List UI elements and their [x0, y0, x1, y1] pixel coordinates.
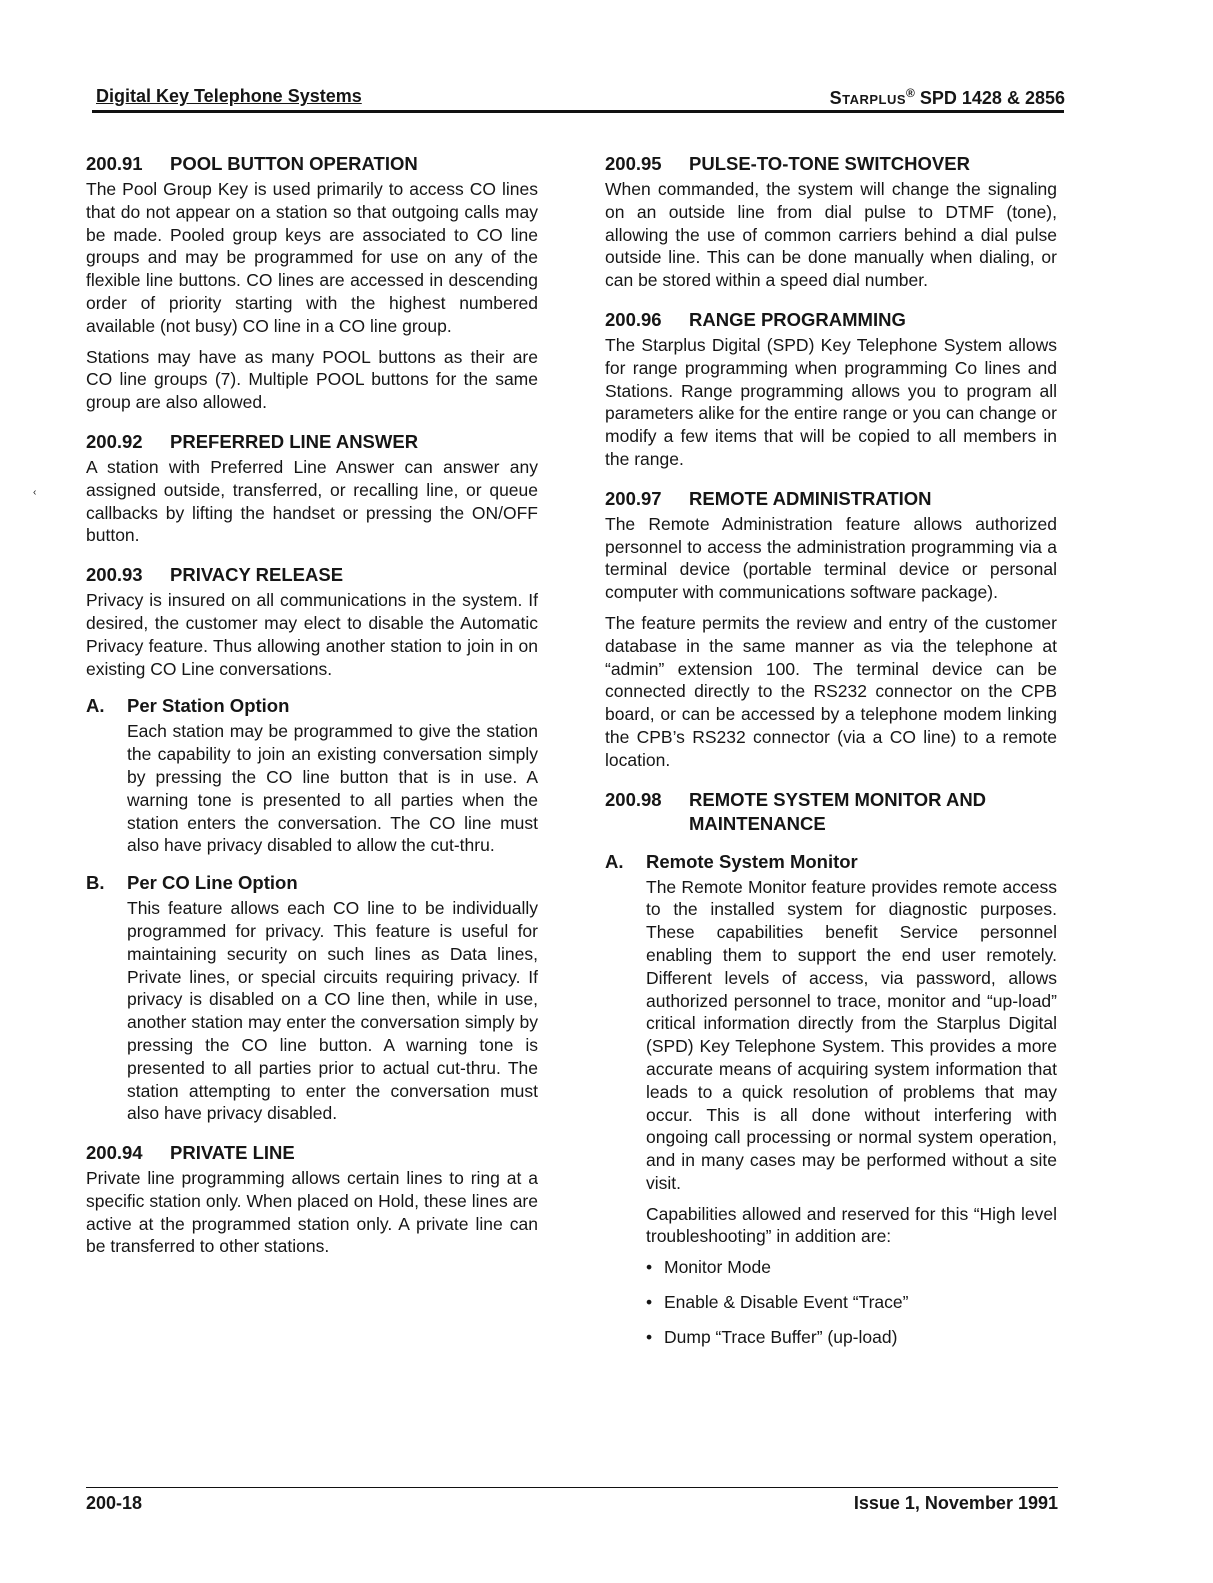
- subsection-letter: A.: [605, 850, 624, 872]
- section-number: 200.94: [86, 1142, 143, 1164]
- section-heading: [605, 487, 1057, 511]
- subsection-heading: [86, 871, 538, 895]
- subsection-title: Per CO Line Option: [127, 872, 298, 894]
- list-item: [646, 1291, 1057, 1314]
- paragraph: Each station may be programmed to give the station the capability to join an existing conversation simply by pressing the CO line button that is in use. A warning tone is presented to all parties when the station enters the conversation. The CO line must also have privacy disabled to allow the cut-thru.: [127, 721, 538, 856]
- section-title: REMOTE ADMINISTRATION: [689, 487, 932, 509]
- running-header-product: [830, 86, 1065, 109]
- right-column: [605, 152, 1057, 1365]
- bullet-icon: •: [646, 1257, 653, 1278]
- section-title: PRIVATE LINE: [170, 1142, 295, 1164]
- subsection-per-station-option: [86, 694, 538, 857]
- registered-mark: ®: [906, 86, 915, 100]
- section-number: 200.96: [605, 308, 662, 330]
- section-200-96: [605, 308, 1057, 471]
- section-number: 200.95: [605, 153, 662, 174]
- section-title: RANGE PROGRAMMING: [689, 308, 906, 330]
- subsection-letter: A.: [86, 695, 105, 717]
- list-item: [646, 1256, 1057, 1279]
- list-item-text: Enable & Disable Event “Trace”: [664, 1292, 909, 1313]
- section-heading: [605, 788, 1057, 836]
- subsection-title: Per Station Option: [127, 695, 290, 717]
- section-title: POOL BUTTON OPERATION: [170, 153, 418, 174]
- section-title: PULSE-TO-TONE SWITCHOVER: [689, 153, 970, 174]
- paragraph: Capabilities allowed and reserved for this “High level troubleshooting” in addition are:: [646, 1203, 1057, 1247]
- section-200-93: [86, 563, 538, 1125]
- section-number: 200.92: [86, 430, 143, 452]
- capabilities-list: [646, 1256, 1057, 1348]
- bullet-icon: •: [646, 1326, 653, 1347]
- list-item-text: Dump “Trace Buffer” (up-load): [664, 1326, 898, 1347]
- margin-mark: ‹: [33, 487, 37, 498]
- paragraph: The Remote Administration feature allows authorized personnel to access the administration programming via a terminal device (portable terminal device or personal computer with communications software package).: [605, 513, 1057, 603]
- subsection-heading: [605, 850, 1057, 874]
- list-item: [646, 1326, 1057, 1349]
- section-200-95: [605, 152, 1057, 292]
- section-number: 200.93: [86, 564, 143, 586]
- section-200-94: [86, 1141, 538, 1258]
- subsection-heading: [86, 694, 538, 718]
- header-rule: [92, 110, 1064, 113]
- section-200-97: [605, 487, 1057, 772]
- paragraph: The Pool Group Key is used primarily to access CO lines that do not appear on a station so that outgoing calls may be made. Pooled group keys are associated to CO line groups and may be programmed for use on any of the flexible line buttons. CO lines are accessed in descending order of priority starting with the highest numbered available (not busy) CO line in a CO line group.: [86, 179, 538, 336]
- subsection-title: Remote System Monitor: [646, 850, 858, 872]
- section-title: PREFERRED LINE ANSWER: [170, 430, 419, 452]
- running-header-title: Digital Key Telephone Systems: [96, 86, 362, 106]
- section-heading: [605, 152, 1057, 176]
- paragraph: The Remote Monitor feature provides remote access to the installed system for diagnostic purposes. These capabilities benefit Service personnel enabling them to support the end user remotely. Different levels of access, via password, allows authorized personnel to trace, monitor and “up-load” critical information directly from the Starplus Digital (SPD) Key Telephone System. This provides a more accurate means of acquiring system information that leads to a quick resolution of problems that may occur. This is all done without interfering with ongoing call processing or normal system operation, and in many cases may be performed without a site visit.: [646, 876, 1057, 1193]
- section-title: PRIVACY RELEASE: [170, 564, 344, 586]
- section-title: REMOTE SYSTEM MONITOR AND MAINTENANCE: [689, 788, 987, 834]
- subsection-remote-system-monitor: [605, 850, 1057, 1349]
- paragraph: The feature permits the review and entry of the customer database in the same manner as via the telephone at “admin” extension 100. The terminal device can be connected directly to the RS232 connector on the CPB board, or can be accessed by a telephone modem linking the CPB’s RS232 connector (via a CO line) to a remote location.: [605, 612, 1057, 770]
- left-column: [86, 152, 538, 1274]
- section-heading: [86, 430, 538, 454]
- brand-name: Starplus: [829, 88, 907, 108]
- section-number: 200.91: [86, 153, 143, 174]
- subsection-letter: B.: [86, 872, 105, 894]
- section-number: 200.98: [605, 788, 662, 810]
- page-number: 200-18: [86, 1493, 143, 1513]
- section-200-98: [605, 788, 1057, 1349]
- section-200-92: [86, 430, 538, 547]
- paragraph: This feature allows each CO line to be individually programmed for privacy. This feature is useful for maintaining security on such lines as Data lines, Private lines, or special circuits requiring privacy. If privacy is disabled on a CO line then, while in use, another station may enter the conversation simply by pressing the CO line button. A warning tone is presented to all parties prior to actual cut-thru. The station attempting to enter the conversation must also have privacy disabled.: [127, 898, 538, 1124]
- paragraph: A station with Preferred Line Answer can answer any assigned outside, transferred, or recalling line, or queue callbacks by lifting the handset or pressing the ON/OFF button.: [86, 456, 538, 546]
- paragraph: When commanded, the system will change the signaling on an outside line from dial pulse to DTMF (tone), allowing the use of common carriers behind a dial pulse outside line. This can be done manually when dialing, or can be stored within a speed dial number.: [605, 179, 1057, 291]
- paragraph: Private line programming allows certain lines to ring at a specific station only. When placed on Hold, these lines are active at the programmed station only. A private line can be transferred to other stations.: [86, 1168, 538, 1257]
- section-heading: [86, 563, 538, 587]
- section-heading: [605, 308, 1057, 332]
- paragraph: Stations may have as many POOL buttons as their are CO line groups (7). Multiple POOL buttons for the same group are also allowed.: [86, 346, 538, 413]
- subsection-per-co-line-option: [86, 871, 538, 1125]
- section-heading: [86, 1141, 538, 1165]
- footer-rule: [86, 1487, 1058, 1488]
- section-number: 200.97: [605, 487, 662, 509]
- paragraph: Privacy is insured on all communications in the system. If desired, the customer may elect to disable the Automatic Privacy feature. Thus allowing another station to join in on existing CO Line conversations.: [86, 590, 538, 679]
- section-200-91: [86, 152, 538, 414]
- paragraph: The Starplus Digital (SPD) Key Telephone System allows for range programming when programming Co lines and Stations. Range programming allows you to program all parameters alike for the entire range or you can change or modify a few items that will be copied to all members in the range.: [605, 334, 1057, 469]
- list-item-text: Monitor Mode: [664, 1257, 771, 1278]
- issue-date: Issue 1, November 1991: [853, 1493, 1058, 1513]
- section-heading: [86, 152, 538, 176]
- model-numbers: SPD 1428 & 2856: [914, 88, 1065, 108]
- bullet-icon: •: [646, 1292, 653, 1313]
